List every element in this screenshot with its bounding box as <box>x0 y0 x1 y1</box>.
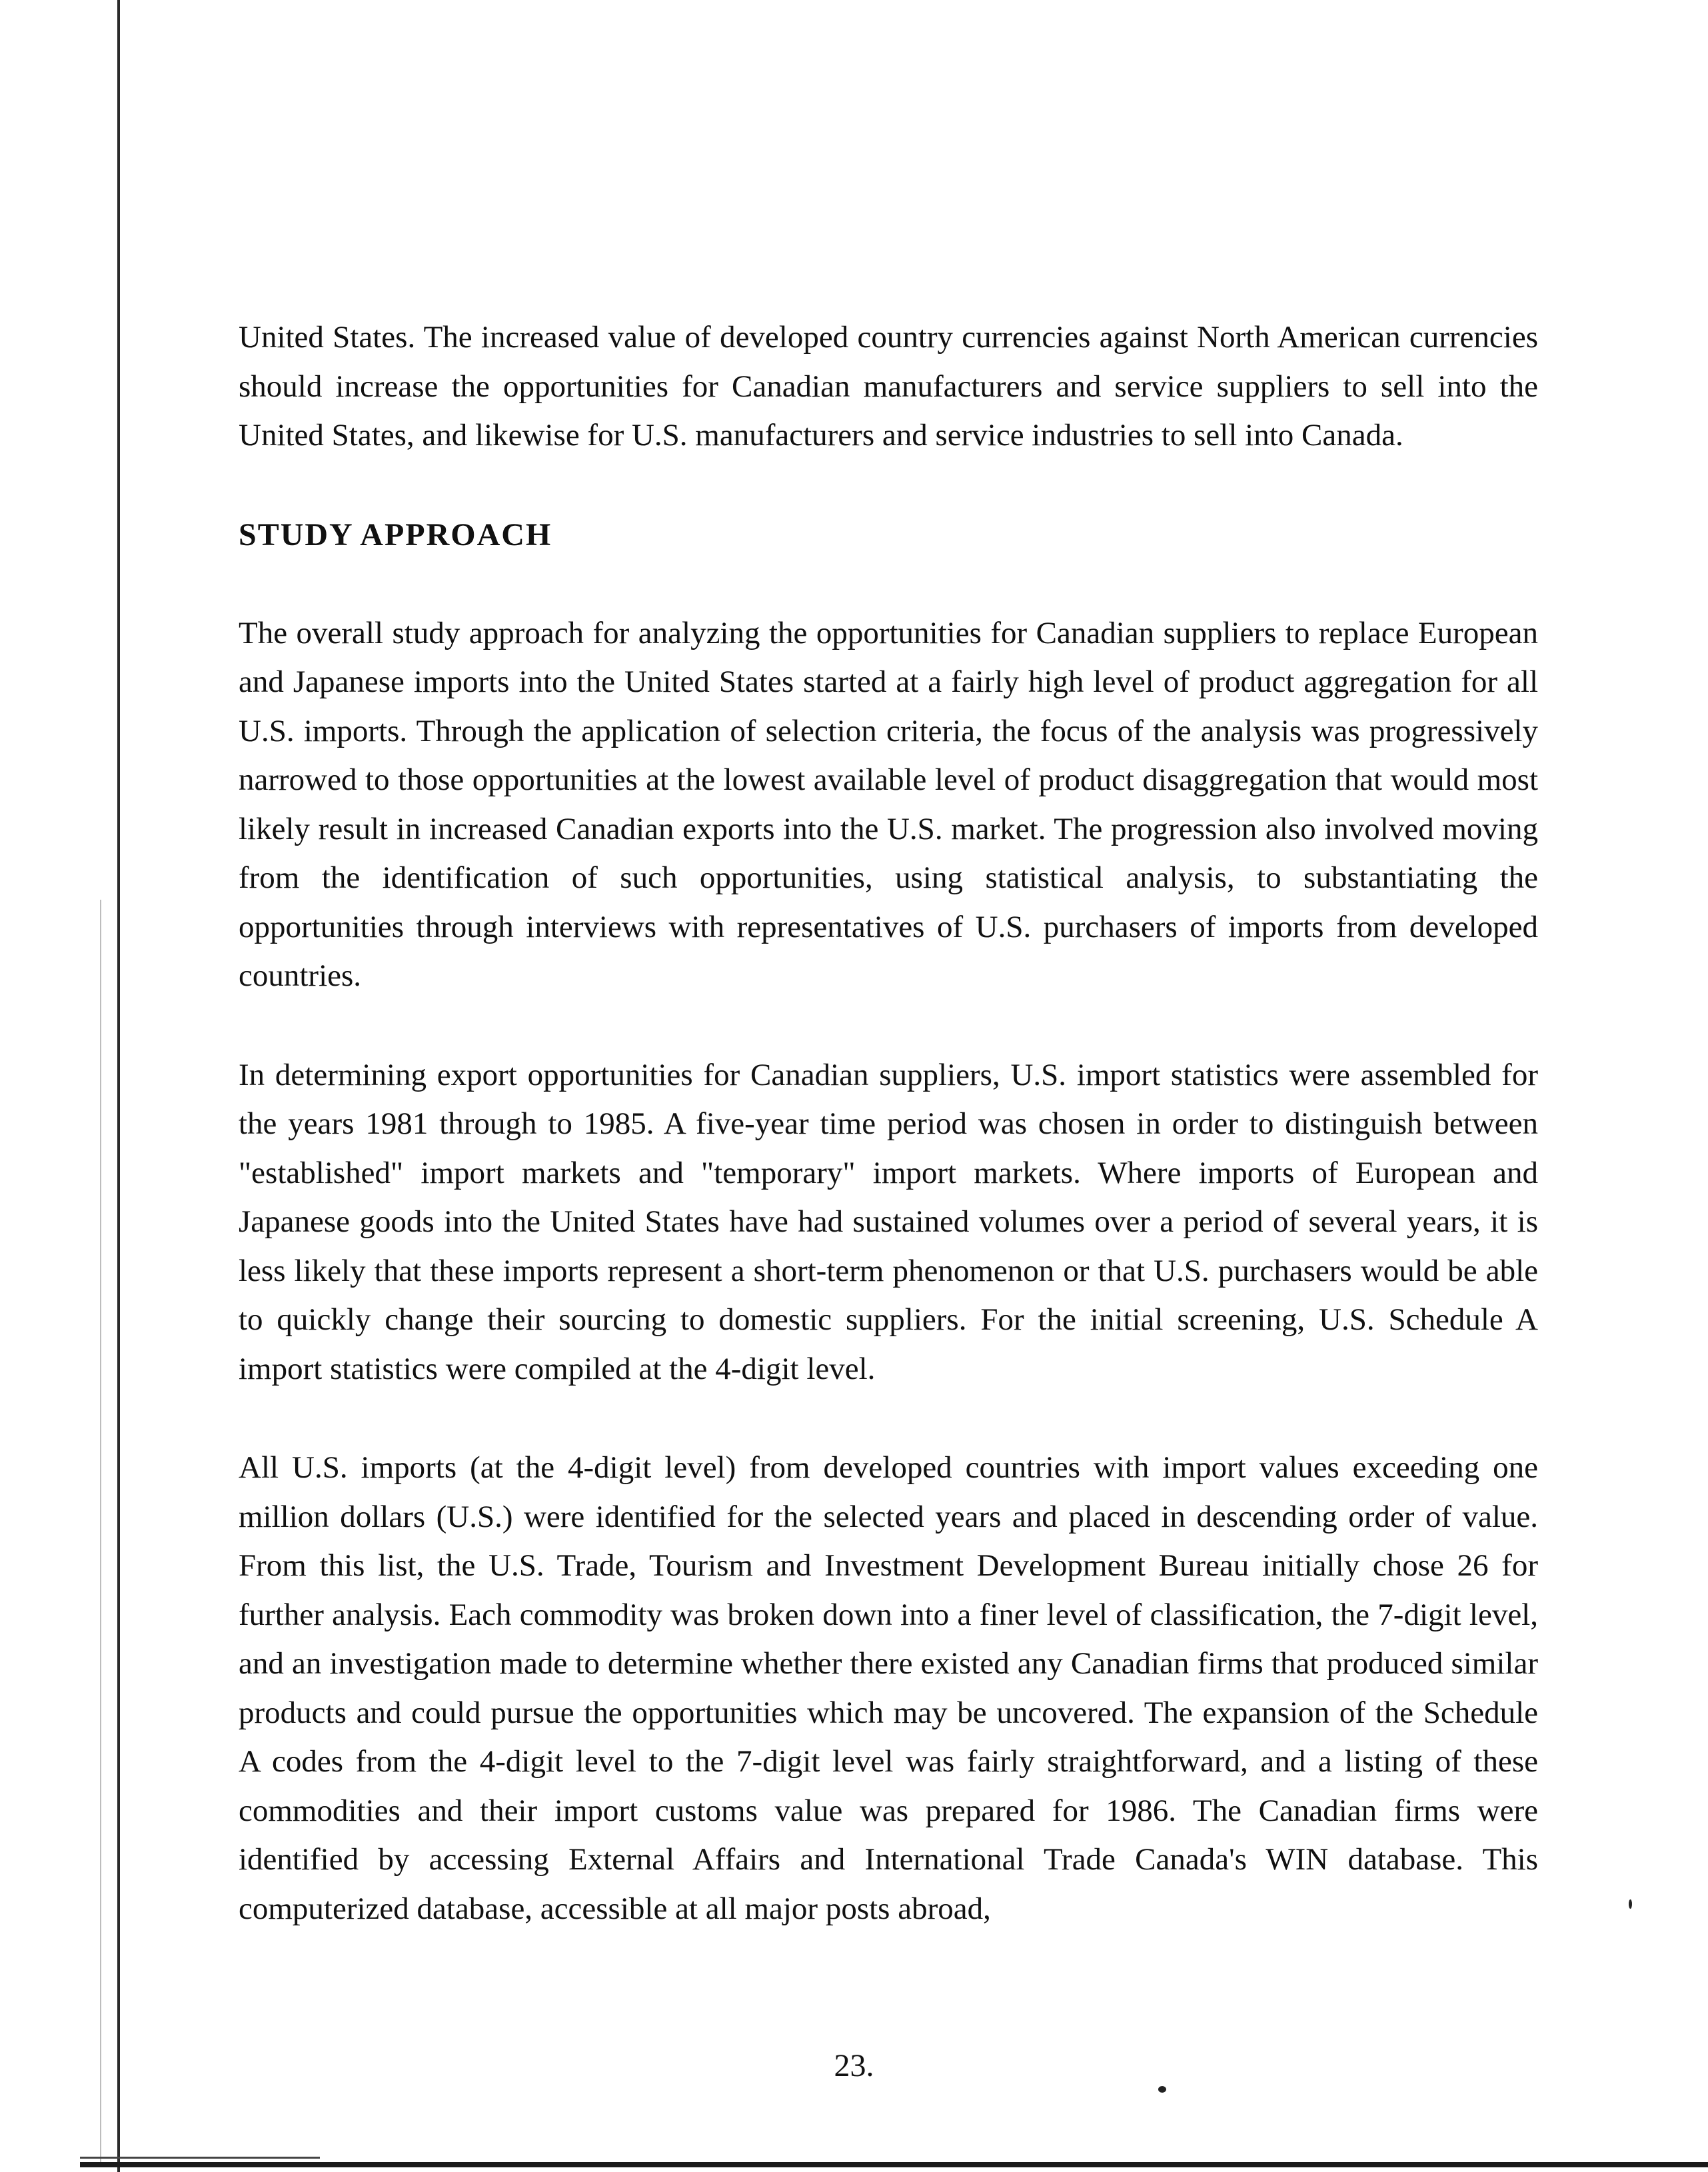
spacer <box>239 1001 1538 1051</box>
spacer <box>239 461 1538 511</box>
paragraph-study-approach-3: All U.S. imports (at the 4-digit level) from developed countries with import values exceeding one million dollars (U.S.) were identified for the selected years and placed in descending order of value. From this list, the U.S. Trade, Tourism and Investment Development Bureau initially chose 26 for further analysis. Each commodity was broken down into a finer level of classification, the 7-digit level, and an investigation made to determine whether there existed any Canadian firms that produced similar products and could pursue the opportunities which may be uncovered. The expansion of the Schedule A codes from the 4-digit level to the 7-digit level was fairly straightforward, and a listing of these commodities and their import customs value was prepared for 1986. The Canadian firms were identified by accessing External Affairs and International Trade Canada's WIN database. This computerized database, accessible at all major posts abroad, <box>239 1450 1538 1926</box>
paragraph-study-approach-2: In determining export opportunities for Canadian suppliers, U.S. import statistics were assembled for the years 1981 through to 1985. A five-year time period was chosen in order to distinguish between "established" import markets and "temporary" import markets. Where imports of European and Japanese goods into the United States have had sustained volumes over a period of several years, it is less likely that these imports represent a short-term phenomenon or that U.S. purchasers would be able to quickly change their sourcing to domestic suppliers. For the initial screening, U.S. Schedule A import statistics were compiled at the 4-digit level. <box>239 1057 1538 1386</box>
spacer <box>239 559 1538 609</box>
scan-speck <box>1629 1899 1632 1909</box>
document-body <box>239 313 1538 1933</box>
scan-left-margin-line <box>117 0 120 2172</box>
page-number: 23. <box>834 2048 874 2083</box>
scan-speck <box>1158 2086 1166 2093</box>
scan-bottom-line <box>80 2162 1708 2167</box>
paragraph-study-approach-1: The overall study approach for analyzing the opportunities for Canadian suppliers to replace European and Japanese imports into the United States started at a fairly high level of product aggregation for all U.S. imports. Through the application of selection criteria, the focus of the analysis was progressively narrowed to those opportunities at the lowest available level of product disaggregation that would most likely result in increased Canadian exports into the U.S. market. The progression also involved moving from the identification of such opportunities, using statistical analysis, to substantiating the opportunities through interviews with representatives of U.S. purchasers of imports from developed countries. <box>239 615 1538 993</box>
scan-bottom-short-line <box>80 2157 320 2159</box>
paragraph-intro-continuation: United States. The increased value of developed country currencies against North American currencies should increase the opportunities for Canadian manufacturers and service suppliers to sell into the United States, and likewise for U.S. manufacturers and service industries to sell into Canada. <box>239 320 1538 453</box>
section-heading: STUDY APPROACH <box>239 517 552 552</box>
spacer <box>239 1394 1538 1444</box>
scan-left-faint-line <box>100 900 101 2166</box>
